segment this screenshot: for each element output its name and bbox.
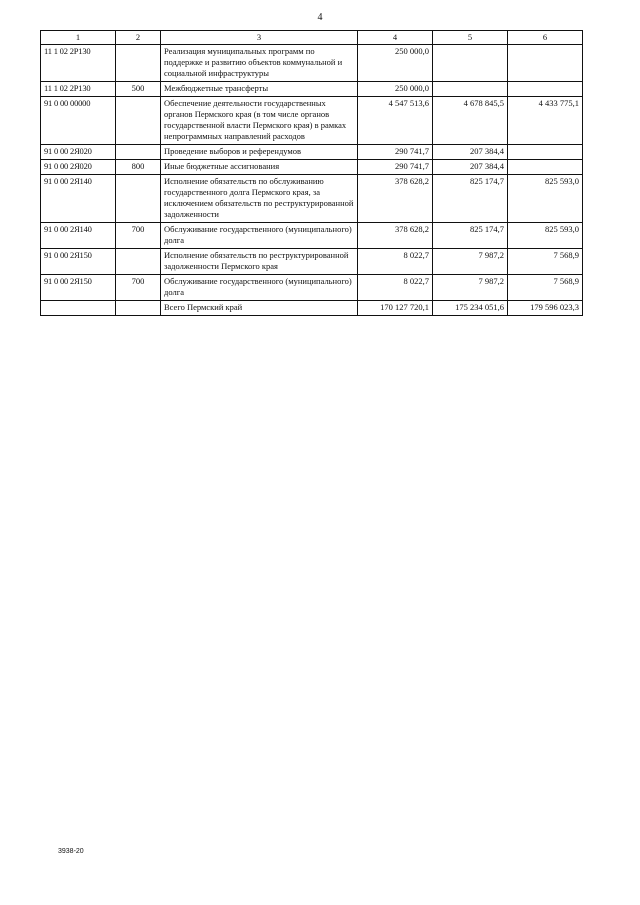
code-cell: 91 0 00 2Я150 xyxy=(41,249,116,275)
total-label-cell: Всего Пермский край xyxy=(161,301,358,316)
code-cell: 11 1 02 2Р130 xyxy=(41,82,116,97)
total-amount-cell: 175 234 051,6 xyxy=(433,301,508,316)
name-cell: Обслуживание государственного (муниципального) долга xyxy=(161,223,358,249)
code-cell: 91 0 00 2Я140 xyxy=(41,175,116,223)
total-amount-cell: 170 127 720,1 xyxy=(358,301,433,316)
amount-cell: 7 568,9 xyxy=(508,275,583,301)
code-cell xyxy=(41,301,116,316)
name-cell: Межбюджетные трансферты xyxy=(161,82,358,97)
amount-cell: 378 628,2 xyxy=(358,223,433,249)
amount-cell: 7 568,9 xyxy=(508,249,583,275)
amount-cell xyxy=(508,45,583,82)
code-cell: 91 0 00 2Я140 xyxy=(41,223,116,249)
amount-cell: 8 022,7 xyxy=(358,249,433,275)
name-cell: Проведение выборов и референдумов xyxy=(161,145,358,160)
amount-cell: 207 384,4 xyxy=(433,160,508,175)
name-cell: Иные бюджетные ассигнования xyxy=(161,160,358,175)
name-cell: Обслуживание государственного (муниципального) долга xyxy=(161,275,358,301)
code-cell: 91 0 00 00000 xyxy=(41,97,116,145)
amount-cell: 290 741,7 xyxy=(358,145,433,160)
table-header-row xyxy=(41,31,583,45)
table-row xyxy=(41,145,583,160)
document-code: 3938-20 xyxy=(58,848,84,855)
amount-cell: 825 593,0 xyxy=(508,175,583,223)
expense-type-cell xyxy=(116,97,161,145)
amount-cell xyxy=(508,160,583,175)
amount-cell: 290 741,7 xyxy=(358,160,433,175)
expense-type-cell: 700 xyxy=(116,223,161,249)
name-cell: Реализация муниципальных программ по поддержке и развитию объектов коммунальной и социальной инфраструктуры xyxy=(161,45,358,82)
amount-cell xyxy=(433,82,508,97)
expense-type-cell xyxy=(116,249,161,275)
name-cell: Обеспечение деятельности государственных органов Пермского края (в том числе органов государственной власти Пермского края) в рамках непрограммных направлений расходов xyxy=(161,97,358,145)
total-row xyxy=(41,301,583,316)
expense-type-cell: 800 xyxy=(116,160,161,175)
name-cell: Исполнение обязательств по реструктурированной задолженности Пермского края xyxy=(161,249,358,275)
expense-type-cell xyxy=(116,145,161,160)
name-cell: Исполнение обязательств по обслуживанию государственного долга Пермского края, за исключением обязательств по реструктурированной задолженности xyxy=(161,175,358,223)
table-row xyxy=(41,45,583,82)
table-row xyxy=(41,160,583,175)
header-cell: 1 xyxy=(41,31,116,45)
total-amount-cell: 179 596 023,3 xyxy=(508,301,583,316)
table-row xyxy=(41,82,583,97)
table-row xyxy=(41,249,583,275)
amount-cell: 825 174,7 xyxy=(433,175,508,223)
header-cell: 4 xyxy=(358,31,433,45)
amount-cell xyxy=(508,82,583,97)
amount-cell: 250 000,0 xyxy=(358,82,433,97)
expense-type-cell xyxy=(116,175,161,223)
amount-cell: 4 678 845,5 xyxy=(433,97,508,145)
amount-cell: 207 384,4 xyxy=(433,145,508,160)
header-cell: 5 xyxy=(433,31,508,45)
amount-cell: 825 174,7 xyxy=(433,223,508,249)
code-cell: 91 0 00 2Я150 xyxy=(41,275,116,301)
code-cell: 91 0 00 2Я020 xyxy=(41,160,116,175)
table-row xyxy=(41,275,583,301)
amount-cell: 825 593,0 xyxy=(508,223,583,249)
amount-cell: 378 628,2 xyxy=(358,175,433,223)
budget-table xyxy=(40,30,583,316)
amount-cell: 7 987,2 xyxy=(433,249,508,275)
page-number: 4 xyxy=(317,12,323,23)
amount-cell: 250 000,0 xyxy=(358,45,433,82)
amount-cell xyxy=(433,45,508,82)
code-cell: 11 1 02 2Р130 xyxy=(41,45,116,82)
amount-cell: 7 987,2 xyxy=(433,275,508,301)
amount-cell: 8 022,7 xyxy=(358,275,433,301)
table-row xyxy=(41,97,583,145)
header-cell: 6 xyxy=(508,31,583,45)
header-cell: 2 xyxy=(116,31,161,45)
amount-cell: 4 433 775,1 xyxy=(508,97,583,145)
expense-type-cell: 500 xyxy=(116,82,161,97)
code-cell: 91 0 00 2Я020 xyxy=(41,145,116,160)
header-cell: 3 xyxy=(161,31,358,45)
amount-cell xyxy=(508,145,583,160)
amount-cell: 4 547 513,6 xyxy=(358,97,433,145)
table-row xyxy=(41,223,583,249)
table-row xyxy=(41,175,583,223)
expense-type-cell xyxy=(116,301,161,316)
expense-type-cell: 700 xyxy=(116,275,161,301)
expense-type-cell xyxy=(116,45,161,82)
